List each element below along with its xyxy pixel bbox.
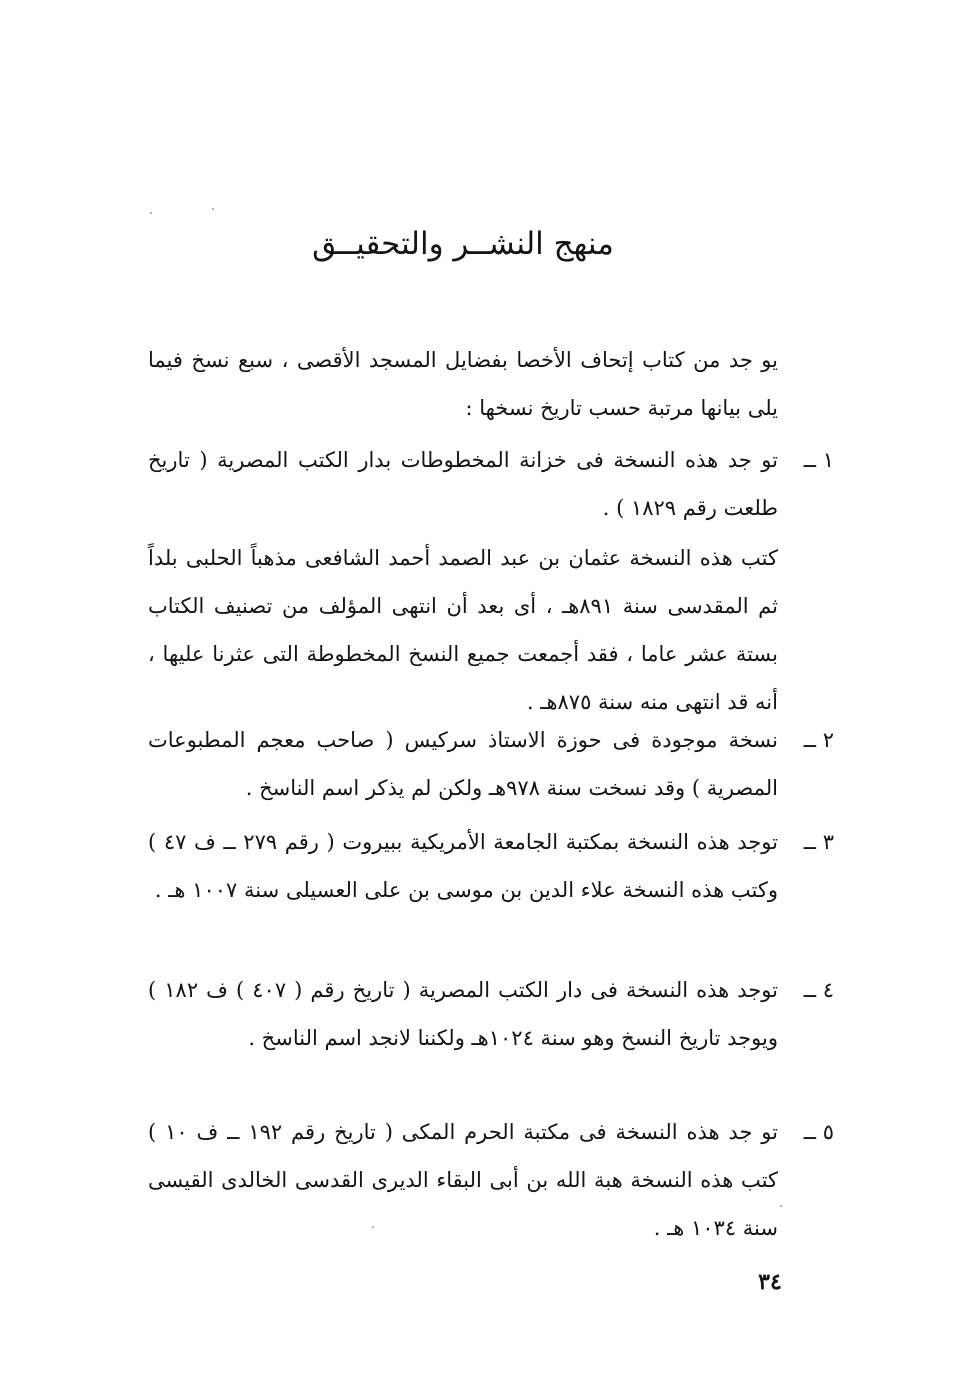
item-text: توجد هذه النسخة فى دار الكتب المصرية ( تاريخ رقم ( ٤٠٧ ) ف ١٨٢ ) ويوجد تاريخ النسخ وهو سنة ١٠٢٤هـ ولكننا لانجد اسم الناسخ . <box>148 978 778 1050</box>
scan-speck <box>372 1226 374 1228</box>
manuscript-item-3 <box>148 818 834 914</box>
intro-paragraph: يو جد من كتاب إتحاف الأخصا بفضايل المسجد الأقصى ، سبع نسخ فيما يلى بيانها مرتبة حسب تاريخ نسخها : <box>148 348 778 420</box>
manuscript-item-1 <box>148 436 834 726</box>
item-number: ١ ــ <box>803 448 834 472</box>
item-number: ٢ ــ <box>803 728 834 752</box>
item-text: نسخة موجودة فى حوزة الاستاذ سركيس ( صاحب معجم المطبوعات المصرية ) وقد نسخت سنة ٩٧٨هـ ولكن لم يذكر اسم الناسخ . <box>148 728 778 800</box>
item-number: ٥ ــ <box>803 1120 834 1144</box>
manuscript-item-5 <box>148 1108 834 1252</box>
manuscript-item-2 <box>148 716 834 812</box>
item-text: توجد هذه النسخة بمكتبة الجامعة الأمريكية ببيروت ( رقم ٢٧٩ ــ ف ٤٧ ) وكتب هذه النسخة علاء الدين بن موسى بن على العسيلى سنة ١٠٠٧ هـ . <box>148 830 778 902</box>
scan-speck <box>780 1205 782 1207</box>
page-number: ٣٤ <box>758 1269 782 1295</box>
chapter-title: منهج النشــر والتحقيــق <box>312 226 614 262</box>
item-number: ٤ ــ <box>803 978 834 1002</box>
item-text: تو جد هذه النسخة فى مكتبة الحرم المكى ( تاريخ رقم ١٩٢ ــ ف ١٠ ) كتب هذه النسخة هبة الله بن أبى البقاء الديرى القدسى الخالدى القيسى سنة ١٠٣٤ هـ . <box>148 1120 779 1240</box>
item-text: تو جد هذه النسخة فى خزانة المخطوطات بدار الكتب المصرية ( تاريخ طلعت رقم ١٨٢٩ ) . <box>148 448 778 520</box>
scan-speck <box>212 208 214 210</box>
item-note: كتب هذه النسخة عثمان بن عبد الصمد أحمد الشافعى مذهباً الحلبى بلداً ثم المقدسى سنة ٨٩١هـ ، أى بعد أن انتهى المؤلف من تصنيف الكتاب بستة عشر عاما ، فقد أجمعت جميع النسخ المخطوطة التى عثرنا عليها ، أنه قد انتهى منه سنة ٨٧٥هـ . <box>148 546 778 714</box>
manuscript-item-4 <box>148 966 834 1062</box>
item-number: ٣ ــ <box>803 830 834 854</box>
scan-speck <box>150 212 152 214</box>
